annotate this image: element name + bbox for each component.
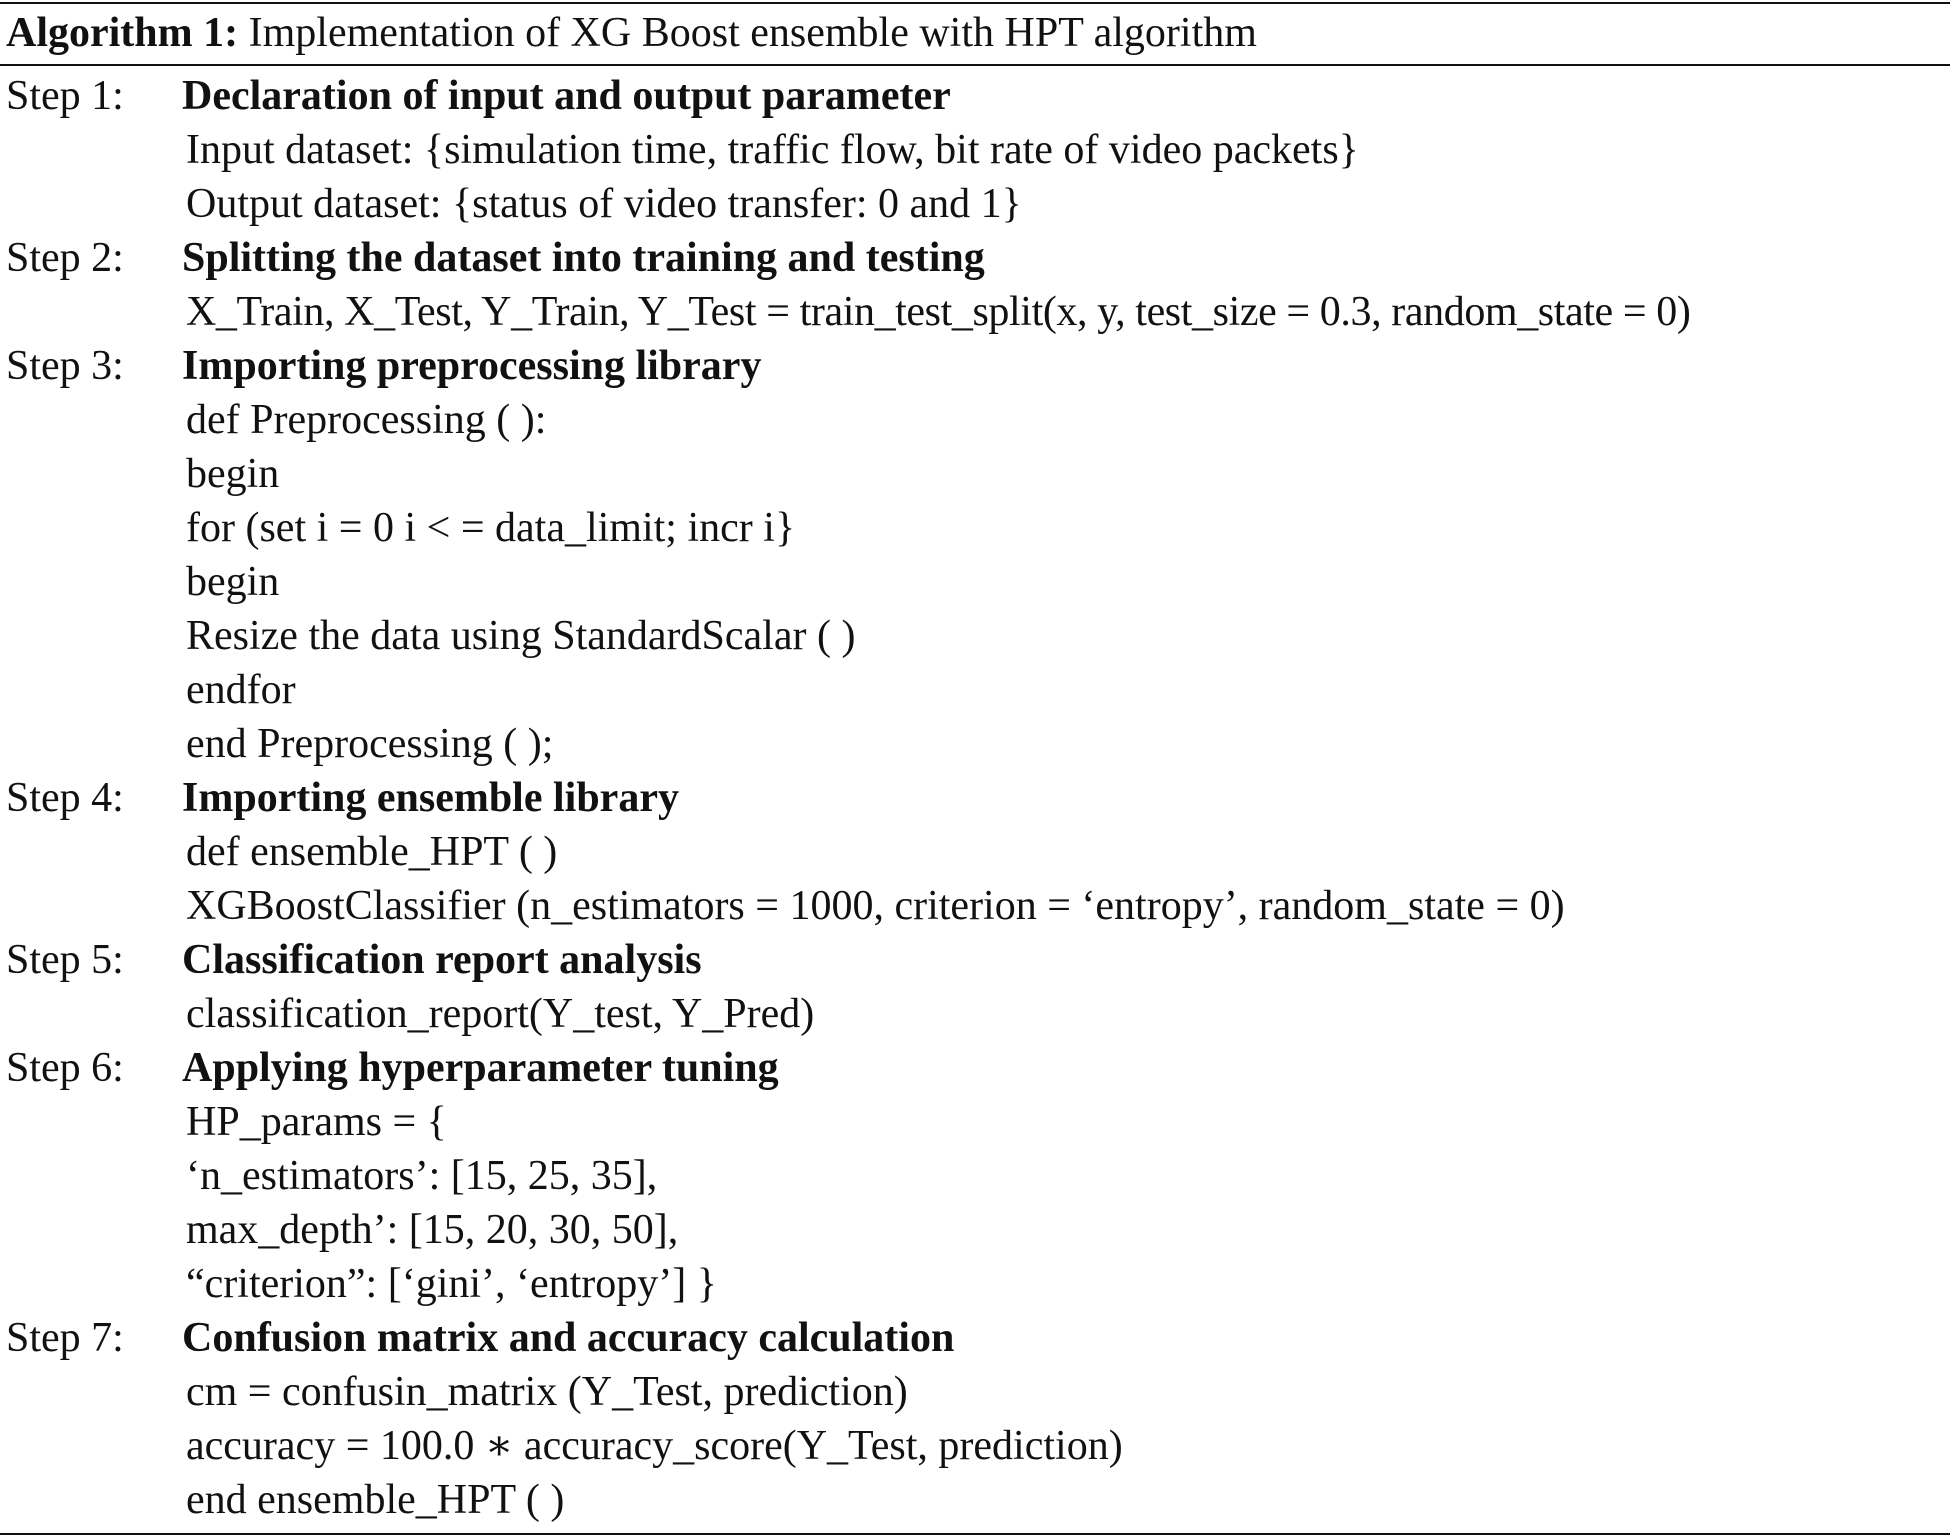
step-heading: Confusion matrix and accuracy calculation bbox=[182, 1315, 955, 1361]
step-line: Input dataset: {simulation time, traffic flow, bit rate of video packets} bbox=[186, 127, 1359, 173]
step-heading: Classification report analysis bbox=[182, 937, 702, 983]
step-heading: Declaration of input and output parameter bbox=[182, 73, 951, 119]
step-label: Step 7: bbox=[6, 1315, 124, 1361]
step-body bbox=[176, 1041, 1950, 1311]
step-label: Step 5: bbox=[6, 937, 124, 983]
step-line: end Preprocessing ( ); bbox=[186, 721, 554, 767]
step-line: Resize the data using StandardScalar ( ) bbox=[186, 613, 856, 659]
step-line: for (set i = 0 i < = data_limit; incr i} bbox=[186, 505, 796, 551]
step-heading: Importing preprocessing library bbox=[182, 343, 762, 389]
step-label: Step 3: bbox=[6, 343, 124, 389]
step-line: accuracy = 100.0 ∗ accuracy_score(Y_Test, prediction) bbox=[186, 1423, 1123, 1469]
algorithm-box bbox=[0, 2, 1950, 1535]
step-line: Output dataset: {status of video transfer: 0 and 1} bbox=[186, 181, 1022, 227]
step-heading: Splitting the dataset into training and testing bbox=[182, 235, 985, 281]
step-body bbox=[176, 1311, 1950, 1527]
step-label: Step 1: bbox=[6, 73, 124, 119]
step-line: cm = confusin_matrix (Y_Test, prediction) bbox=[186, 1369, 908, 1415]
step-label: Step 2: bbox=[6, 235, 124, 281]
step-label: Step 6: bbox=[6, 1045, 124, 1091]
step-line: “criterion”: [‘gini’, ‘entropy’] } bbox=[186, 1261, 717, 1307]
step-line: classification_report(Y_test, Y_Pred) bbox=[186, 991, 815, 1037]
step-3 bbox=[0, 339, 1950, 771]
step-4 bbox=[0, 771, 1950, 933]
step-line: begin bbox=[186, 559, 280, 605]
step-body bbox=[176, 231, 1950, 339]
step-1 bbox=[0, 69, 1950, 231]
algorithm-title-row bbox=[0, 4, 1950, 64]
step-line: max_depth’: [15, 20, 30, 50], bbox=[186, 1207, 679, 1253]
step-body bbox=[176, 771, 1950, 933]
steps-list bbox=[0, 66, 1950, 1533]
step-body bbox=[176, 69, 1950, 231]
step-label: Step 4: bbox=[6, 775, 124, 821]
step-line: ‘n_estimators’: [15, 25, 35], bbox=[186, 1153, 658, 1199]
step-line: endfor bbox=[186, 667, 296, 713]
step-body bbox=[176, 339, 1950, 771]
step-line: XGBoostClassifier (n_estimators = 1000, criterion = ‘entropy’, random_state = 0) bbox=[186, 883, 1565, 929]
step-line: HP_params = { bbox=[186, 1099, 447, 1145]
step-line: end ensemble_HPT ( ) bbox=[186, 1477, 565, 1523]
step-2 bbox=[0, 231, 1950, 339]
step-line: begin bbox=[186, 451, 280, 497]
step-7 bbox=[0, 1311, 1950, 1527]
step-heading: Applying hyperparameter tuning bbox=[182, 1045, 779, 1091]
step-line: X_Train, X_Test, Y_Train, Y_Test = train_test_split(x, y, test_size = 0.3, random_state = 0) bbox=[186, 289, 1691, 335]
algorithm-title: Implementation of XG Boost ensemble with HPT algorithm bbox=[248, 10, 1257, 56]
step-heading: Importing ensemble library bbox=[182, 775, 679, 821]
step-6 bbox=[0, 1041, 1950, 1311]
step-body bbox=[176, 933, 1950, 1041]
step-line: def Preprocessing ( ): bbox=[186, 397, 547, 443]
step-5 bbox=[0, 933, 1950, 1041]
algorithm-label: Algorithm 1: bbox=[6, 10, 239, 56]
step-line: def ensemble_HPT ( ) bbox=[186, 829, 558, 875]
